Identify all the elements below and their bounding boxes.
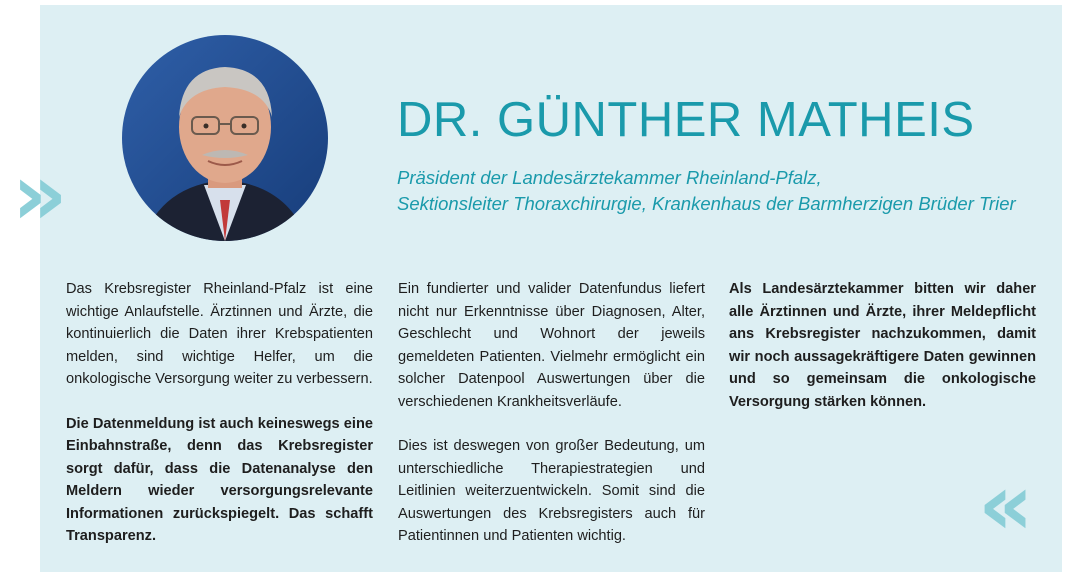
portrait-photo [122, 35, 328, 241]
text-column-2 [398, 278, 705, 570]
column-2-paragraph-2: Dies ist deswegen von großer Bedeutung, um unterschiedliche Therapiestrategien und Leitlinien weiterzuentwickeln. Somit sind die Auswertungen des Krebsregisters auch für Patientinnen und Patienten wichtig. [398, 438, 705, 544]
person-name: DR. GÜNTHER MATHEIS [397, 93, 975, 147]
chevron-left-icon: « [978, 455, 1034, 555]
text-column-1 [66, 278, 373, 570]
portrait-illustration [122, 35, 328, 241]
person-role [397, 165, 1016, 217]
text-column-3 [729, 278, 1036, 435]
role-line-2: Sektionsleiter Thoraxchirurgie, Krankenhaus der Barmherzigen Brüder Trier [397, 193, 1016, 214]
column-3-paragraph-1: Als Landesärztekammer bitten wir daher alle Ärztinnen und Ärzte, ihrer Meldepflicht ans Krebsregister nachzukommen, damit wir noch aussagekräftigere Daten gewinnen und so gemeinsam die onkologische Versorgung stärken können. [729, 281, 1036, 410]
column-1-paragraph-2: Die Datenmeldung ist auch keineswegs eine Einbahnstraße, denn das Krebsregister sorgt dafür, dass die Datenanalyse den Meldern wieder versorgungsrelevante Informationen zurückspiegelt. Das schafft Transparenz. [66, 415, 373, 544]
column-1-paragraph-1: Das Krebsregister Rheinland-Pfalz ist eine wichtige Anlaufstelle. Ärztinnen und Ärzte, die kontinuierlich die Daten ihrer Krebspatienten melden, sind wichtige Helfer, um die onkologische Versorgung weiter zu verbessern. [66, 281, 373, 387]
chevron-right-icon: » [12, 145, 68, 245]
role-line-1: Präsident der Landesärztekammer Rheinland-Pfalz, [397, 167, 822, 188]
column-2-paragraph-1: Ein fundierter und valider Datenfundus liefert nicht nur Erkenntnisse über Diagnosen, Alter, Geschlecht und Wohnort der jeweils gemeldeten Patienten. Vielmehr ermöglicht ein solcher Datenpool Auswertungen über die verschiedenen Krankheitsverläufe. [398, 281, 705, 410]
